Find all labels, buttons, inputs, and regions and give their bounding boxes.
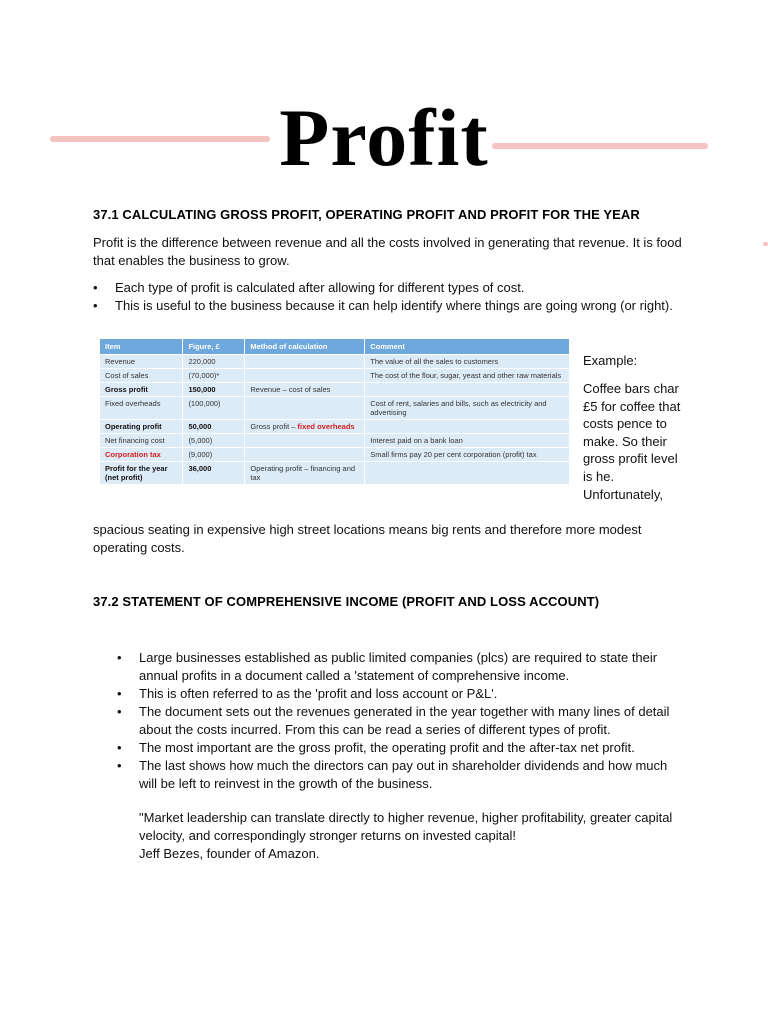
table-row xyxy=(100,420,570,434)
bullet-icon: • xyxy=(93,298,98,313)
section-heading-37-1: 37.1 CALCULATING GROSS PROFIT, OPERATING PROFIT AND PROFIT FOR THE YEAR xyxy=(93,207,640,222)
section-heading-37-2: 37.2 STATEMENT OF COMPREHENSIVE INCOME (PROFIT AND LOSS ACCOUNT) xyxy=(93,594,600,609)
table-cell-method: Gross profit – fixed overheads xyxy=(245,420,365,434)
column-header: Comment xyxy=(365,339,570,355)
table-row xyxy=(100,434,570,448)
table-cell-comment: Cost of rent, salaries and bills, such as electricity and advertising xyxy=(365,397,570,420)
table-cell-comment: Small firms pay 20 per cent corporation (profit) tax xyxy=(365,448,570,462)
list-item: • This is often referred to as the 'profit and loss account or P&L'. xyxy=(117,686,498,701)
table-cell-item: Revenue xyxy=(100,355,183,369)
table-row xyxy=(100,369,570,383)
table-cell-method: Operating profit – financing and tax xyxy=(245,462,365,485)
table-cell-figure: (70,000)* xyxy=(183,369,245,383)
highlight-text: fixed overheads xyxy=(297,422,355,431)
bullet-icon: • xyxy=(117,686,122,701)
table-cell-comment xyxy=(365,420,570,434)
bullet-icon: • xyxy=(117,740,122,755)
table-row xyxy=(100,383,570,397)
column-header: Figure, £ xyxy=(183,339,245,355)
list-item: • The document sets out the revenues generated in the year together with many lines of detail about the costs incurred. From this can be read a series of different types of profit. xyxy=(117,704,670,737)
list-item: • Each type of profit is calculated after allowing for different types of cost. xyxy=(93,280,525,295)
bullet-icon: • xyxy=(93,280,98,295)
example-label: Example: xyxy=(583,353,638,368)
table-row xyxy=(100,355,570,369)
table-cell-method xyxy=(245,448,365,462)
column-header: Method of calculation xyxy=(245,339,365,355)
quote-text: "Market leadership can translate directly to higher revenue, higher profitability, greater capital velocity, and correspondingly stronger returns on invested capital! xyxy=(139,810,673,843)
bullet-list-1 xyxy=(93,279,693,315)
table-cell-figure: 150,000 xyxy=(183,383,245,397)
table-cell-figure: (100,000) xyxy=(183,397,245,420)
edge-mark xyxy=(763,242,768,246)
table-cell-item: Operating profit xyxy=(100,420,183,434)
table-cell-method xyxy=(245,355,365,369)
quote-attribution: Jeff Bezes, founder of Amazon. xyxy=(139,846,320,861)
table-cell-figure: (9,000) xyxy=(183,448,245,462)
table-cell-method xyxy=(245,397,365,420)
list-item: • Large businesses established as public limited companies (plcs) are required to state their annual profits in a document called a 'statement of comprehensive income. xyxy=(117,650,658,683)
page-title: Profit xyxy=(279,92,489,183)
table-cell-item: Gross profit xyxy=(100,383,183,397)
table-row xyxy=(100,448,570,462)
quote-block xyxy=(139,809,679,863)
table-cell-figure: (5,000) xyxy=(183,434,245,448)
table-cell-item: Profit for the year (net profit) xyxy=(100,462,183,485)
table-header-row xyxy=(100,339,570,355)
table-cell-method xyxy=(245,434,365,448)
list-item: • The last shows how much the directors can pay out in shareholder dividends and how much will be left to reinvest in the growth of the business. xyxy=(117,758,668,791)
example-text: Coffee bars char £5 for coffee that costs pence to make. So their gross profit level is he. Unfortunately, xyxy=(583,381,681,502)
column-header: Item xyxy=(100,339,183,355)
bullet-list-2 xyxy=(117,649,687,793)
table-cell-method xyxy=(245,369,365,383)
table-cell-item: Net financing cost xyxy=(100,434,183,448)
table-row xyxy=(100,397,570,420)
list-item: • The most important are the gross profit, the operating profit and the after-tax net profit. xyxy=(117,740,635,755)
table-cell-comment xyxy=(365,383,570,397)
table-cell-item: Cost of sales xyxy=(100,369,183,383)
intro-paragraph: Profit is the difference between revenue and all the costs involved in generating that revenue. It is food that enables the business to grow. xyxy=(93,235,682,268)
table-cell-figure: 36,000 xyxy=(183,462,245,485)
table-row xyxy=(100,462,570,485)
bullet-icon: • xyxy=(117,704,122,719)
bullet-icon: • xyxy=(117,758,122,773)
table-cell-figure: 220,000 xyxy=(183,355,245,369)
table-cell-comment: The value of all the sales to customers xyxy=(365,355,570,369)
example-continuation: spacious seating in expensive high street locations means big rents and therefore more modest operating costs. xyxy=(93,522,642,555)
list-item: • This is useful to the business because it can help identify where things are going wrong (or right). xyxy=(93,298,673,313)
table-cell-item: Fixed overheads xyxy=(100,397,183,420)
table-cell-method: Revenue – cost of sales xyxy=(245,383,365,397)
bullet-icon: • xyxy=(117,650,122,665)
table-cell-comment xyxy=(365,462,570,485)
profit-table xyxy=(100,339,570,484)
table-cell-comment: The cost of the flour, sugar, yeast and other raw materials xyxy=(365,369,570,383)
table-cell-comment: Interest paid on a bank loan xyxy=(365,434,570,448)
table-cell-item: Corporation tax xyxy=(100,448,183,462)
table-cell-figure: 50,000 xyxy=(183,420,245,434)
